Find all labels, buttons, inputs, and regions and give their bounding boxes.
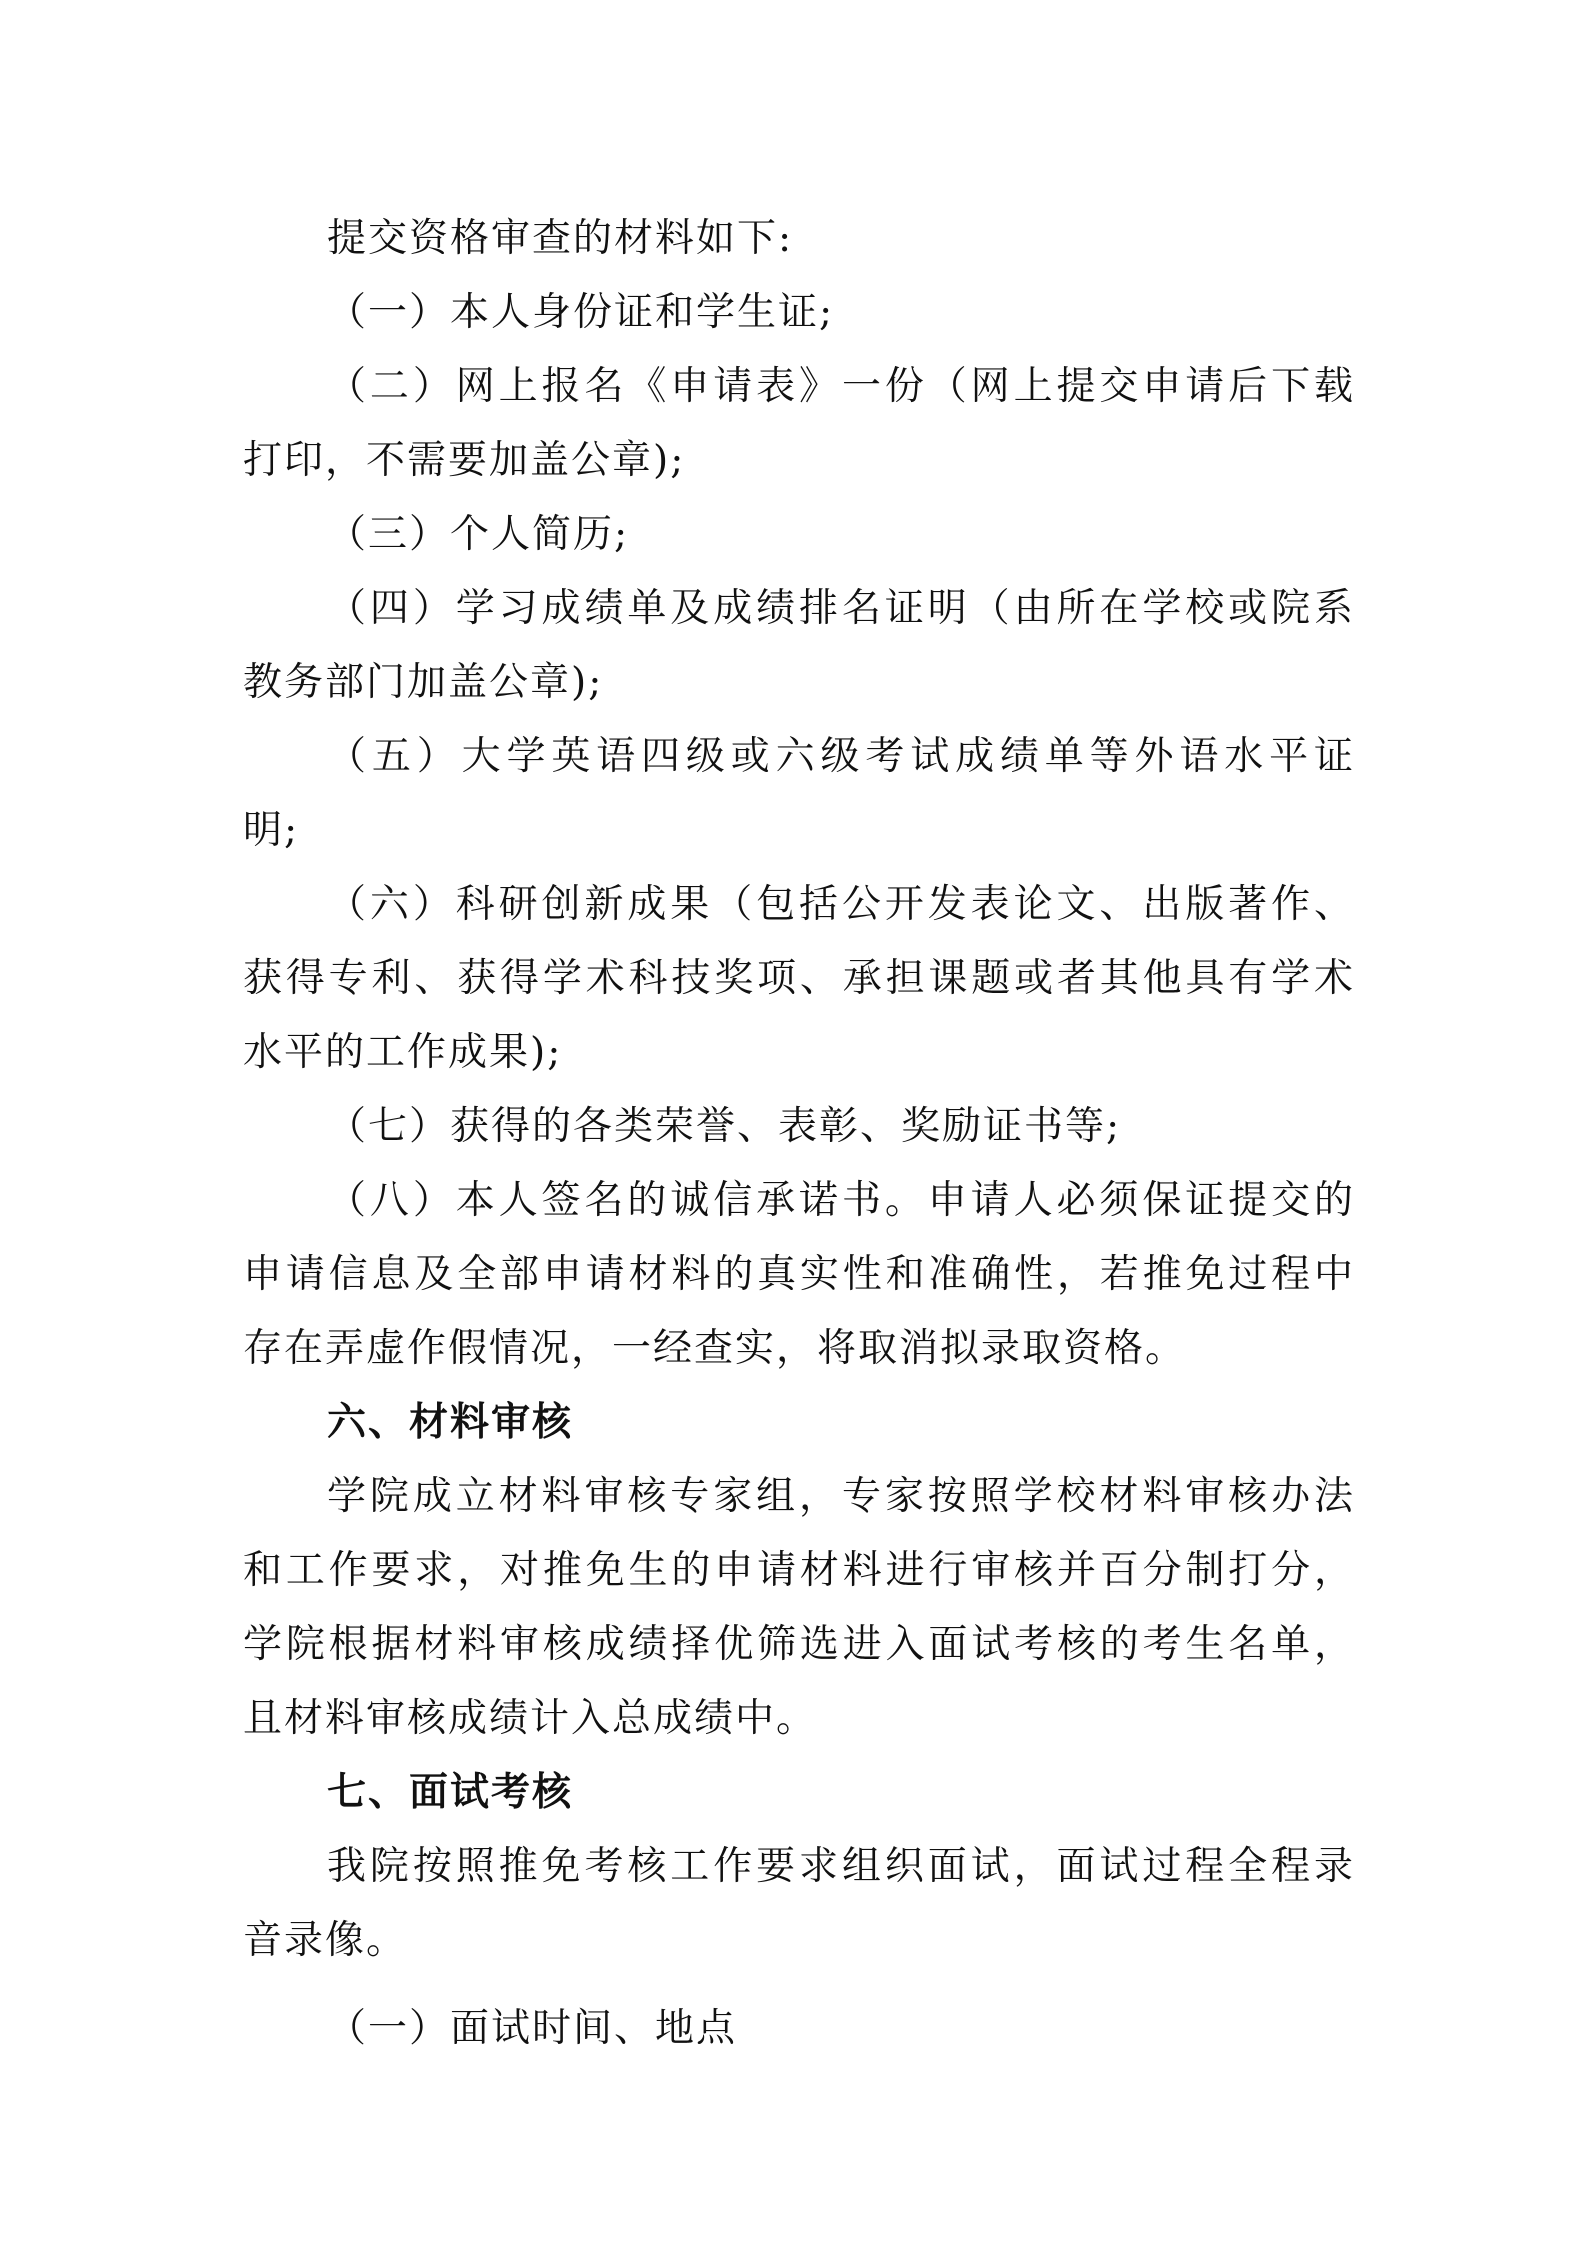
list-item-2-cont: 打印，不需要加盖公章); [243,438,686,483]
paragraph-intro: 提交资格审查的材料如下: [327,216,794,261]
paragraph-review-4: 且材料审核成绩计入总成绩中。 [243,1696,818,1741]
list-item-1: （一）本人身份证和学生证; [327,290,835,335]
list-item-6-cont-1: 获得专利、获得学术科技奖项、承担课题或者其他具有学术 [243,956,1355,1001]
paragraph-interview-1: 我院按照推免考核工作要求组织面试，面试过程全程录 [327,1844,1355,1889]
list-item-8-cont-2: 存在弄虚作假情况，一经查实，将取消拟录取资格。 [243,1326,1187,1371]
list-item-5-cont: 明; [243,808,300,853]
list-item-4-cont: 教务部门加盖公章); [243,660,604,705]
paragraph-review-3: 学院根据材料审核成绩择优筛选进入面试考核的考生名单， [243,1622,1355,1667]
paragraph-review-2: 和工作要求，对推免生的申请材料进行审核并百分制打分， [243,1548,1355,1593]
list-item-4: （四）学习成绩单及成绩排名证明（由所在学校或院系 [327,586,1355,631]
list-item-8-cont-1: 申请信息及全部申请材料的真实性和准确性，若推免过程中 [243,1252,1355,1297]
list-item-7: （七）获得的各类荣誉、表彰、奖励证书等; [327,1104,1122,1149]
list-item-5: （五）大学英语四级或六级考试成绩单等外语水平证 [327,734,1355,779]
section-heading-interview: 七、面试考核 [327,1770,574,1815]
list-item-3: （三）个人简历; [327,512,630,557]
list-item-6-cont-2: 水平的工作成果); [243,1030,563,1075]
paragraph-review-1: 学院成立材料审核专家组，专家按照学校材料审核办法 [327,1474,1355,1519]
subheading-interview-time-place: （一）面试时间、地点 [327,2006,738,2051]
spacer [243,1978,1355,1992]
document-body [243,202,1355,2066]
list-item-2: （二）网上报名《申请表》一份（网上提交申请后下载 [327,364,1355,409]
paragraph-interview-2: 音录像。 [243,1918,408,1963]
section-heading-material-review: 六、材料审核 [327,1400,574,1445]
list-item-8: （八）本人签名的诚信承诺书。申请人必须保证提交的 [327,1178,1355,1223]
list-item-6: （六）科研创新成果（包括公开发表论文、出版著作、 [327,882,1355,927]
